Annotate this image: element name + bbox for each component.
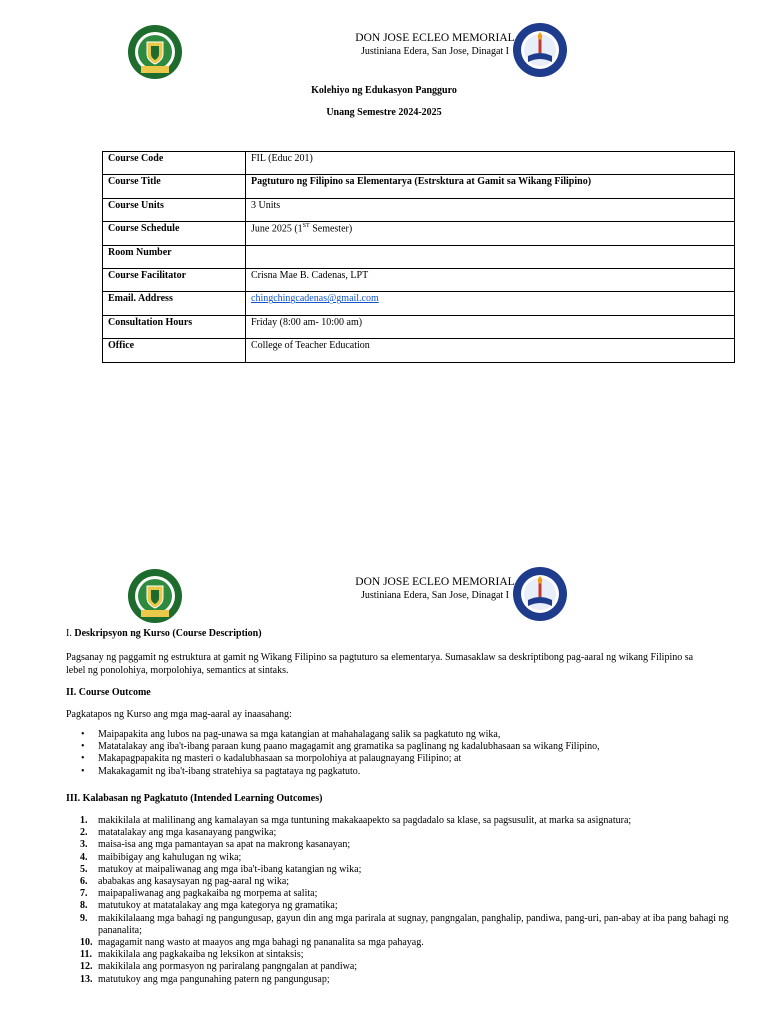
- section-title: Deskripsyon ng Kurso (Course Description): [74, 628, 262, 639]
- course-schedule-value: [246, 222, 735, 245]
- course-code-value: FIL (Educ 201): [246, 152, 735, 175]
- section-title: II. Course Outcome: [66, 687, 151, 698]
- item-text: makikilala ang pagkakaiba ng leksikon at sintaksis;: [98, 949, 304, 961]
- item-text: maipapaliwanag ang pagkakaiba ng morpema at salita;: [98, 888, 318, 900]
- college-seal-logo: [127, 568, 183, 624]
- section-number: I.: [66, 628, 75, 639]
- item-number: 4.: [80, 851, 88, 863]
- list-item: [80, 888, 738, 900]
- section-course-description-heading: [66, 628, 262, 639]
- row-label: Room Number: [103, 245, 246, 268]
- row-label: Course Code: [103, 152, 246, 175]
- item-number: 3.: [80, 839, 88, 851]
- room-number-value: [246, 245, 735, 268]
- course-outcome-intro: Pagkatapos ng Kurso ang mga mag-aaral ay inaasahang:: [66, 709, 292, 720]
- school-name: DON JOSE ECLEO MEMORIAL: [355, 576, 515, 588]
- list-item: [80, 827, 738, 839]
- table-row: [103, 152, 735, 175]
- page1-header: [0, 24, 768, 88]
- item-number: 9.: [80, 912, 88, 924]
- item-text: makikilala at malilinang ang kamalayan sa mga tuntuning makakaapekto sa pagdadalo sa klase, sa pagsusulit, at marka sa asignatura;: [98, 815, 632, 826]
- course-description-text: Pagsanay ng paggamit ng estruktura at gamit ng Wikang Filipino sa pagtuturo sa elementarya. Sumasaklaw sa deskriptibong pag-aaral ng wikang Filipino sa lebel ng ponolohiya, morpolohiya, semantics at sintaks.: [66, 652, 694, 676]
- college-seal-logo: [127, 24, 183, 80]
- list-item: • Makakagamit ng iba't-ibang stratehiya sa pagtataya ng pagkatuto.: [98, 766, 600, 778]
- item-text: maibibigay ang kahulugan ng wika;: [98, 851, 242, 863]
- learning-outcomes-list: [66, 815, 738, 986]
- item-number: 7.: [80, 888, 88, 900]
- list-item: • Maipapakita ang lubos na pag-unawa sa mga katangian at mahahalagang salik sa pagkatuto ng wika,: [98, 729, 600, 741]
- item-number: 6.: [80, 876, 88, 888]
- item-text: makikilalaang mga bahagi ng pangungusap, gayun din ang mga parirala at sugnay, pangngalan, panghalip, pandiwa, pang-uri, pan-abay at iba pang bahagi ng pananalita;: [98, 912, 729, 936]
- table-row: [103, 198, 735, 221]
- row-label: Course Units: [103, 198, 246, 221]
- row-label: Office: [103, 339, 246, 362]
- list-item: [80, 839, 738, 851]
- table-row: [103, 268, 735, 291]
- item-text: matutukoy ang mga pangunahing patern ng pangungusap;: [98, 973, 330, 985]
- email-link[interactable]: chingchingcadenas@gmail.com: [251, 293, 379, 305]
- item-text: matutukoy at matatalakay ang mga kategorya ng gramatika;: [98, 900, 338, 912]
- item-text: maisa-isa ang mga pamantayan sa apat na makrong kasanayan;: [98, 839, 351, 851]
- list-item: [80, 937, 738, 949]
- page2-header: [0, 568, 768, 632]
- list-item: [80, 815, 738, 827]
- item-number: 8.: [80, 900, 88, 912]
- row-label: Consultation Hours: [103, 315, 246, 338]
- section-course-outcome-heading: [66, 687, 151, 698]
- list-item: [80, 912, 738, 937]
- school-name: DON JOSE ECLEO MEMORIAL: [355, 32, 515, 44]
- list-item: • Matatalakay ang iba't-ibang paraan kung paano magagamit ang gramatika sa paglinang ng kadalubhasaan sa wikang Filipino,: [98, 741, 600, 753]
- course-title-value: Pagtuturo ng Filipino sa Elementarya (Estrsktura at Gamit sa Wikang Filipino): [246, 175, 735, 198]
- list-item: [80, 973, 738, 986]
- item-number: 10.: [80, 937, 93, 949]
- item-text: ababakas ang kasaysayan ng pag-aaral ng wika;: [98, 876, 290, 888]
- table-row: [103, 245, 735, 268]
- item-number: 1.: [80, 815, 88, 826]
- item-number: 5.: [80, 863, 88, 875]
- teacher-education-seal-logo: [512, 566, 568, 622]
- course-units-value: 3 Units: [246, 198, 735, 221]
- item-text: matatalakay ang mga kasanayang pangwika;: [98, 827, 277, 839]
- item-text: makikilala ang pormasyon ng pariralang pangngalan at pandiwa;: [98, 961, 358, 973]
- row-label: Email. Address: [103, 292, 246, 315]
- semester-label: Unang Semestre 2024-2025: [326, 107, 442, 118]
- row-label: Course Schedule: [103, 222, 246, 245]
- table-row: [103, 175, 735, 198]
- item-number: 2.: [80, 827, 88, 839]
- item-number: 13.: [80, 973, 93, 985]
- table-row: [103, 339, 735, 362]
- teacher-education-seal-logo: [512, 22, 568, 78]
- item-text: matukoy at maipaliwanag ang mga iba't-ibang katangian ng wika;: [98, 863, 362, 875]
- office-value: College of Teacher Education: [246, 339, 735, 362]
- schedule-text-end: Semester): [309, 223, 353, 235]
- list-item: [80, 876, 738, 888]
- facilitator-value: Crisna Mae B. Cadenas, LPT: [246, 268, 735, 291]
- email-cell: [246, 292, 735, 315]
- table-row: [103, 315, 735, 338]
- item-number: 12.: [80, 961, 93, 973]
- school-address: Justiniana Edera, San Jose, Dinagat I: [360, 590, 510, 601]
- schedule-text: June 2025 (1: [251, 223, 303, 235]
- list-item: [80, 851, 738, 864]
- consultation-hours-value: Friday (8:00 am- 10:00 am): [246, 315, 735, 338]
- list-item: [80, 863, 738, 876]
- row-label: Course Facilitator: [103, 268, 246, 291]
- row-label: Course Title: [103, 175, 246, 198]
- list-item: [80, 949, 738, 961]
- section-learning-outcomes-heading: [66, 793, 322, 804]
- course-outcome-list: [66, 729, 600, 778]
- course-info-table: [102, 151, 735, 363]
- section-title: III. Kalabasan ng Pagkatuto (Intended Learning Outcomes): [66, 793, 323, 804]
- college-name: Kolehiyo ng Edukasyon Pangguro: [311, 85, 457, 96]
- table-row: [103, 292, 735, 315]
- table-row: [103, 222, 735, 245]
- list-item: [80, 961, 738, 973]
- list-item: [80, 900, 738, 912]
- schedule-ordinal: ST: [302, 223, 310, 230]
- item-text: magagamit nang wasto at maayos ang mga bahagi ng pananalita sa mga pahayag.: [98, 937, 424, 949]
- list-item: • Makapagpapakita ng masteri o kadalubhasaan sa morpolohiya at palaugnayang Filipino; at: [98, 753, 600, 765]
- item-number: 11.: [80, 949, 92, 961]
- school-address: Justiniana Edera, San Jose, Dinagat I: [360, 46, 510, 57]
